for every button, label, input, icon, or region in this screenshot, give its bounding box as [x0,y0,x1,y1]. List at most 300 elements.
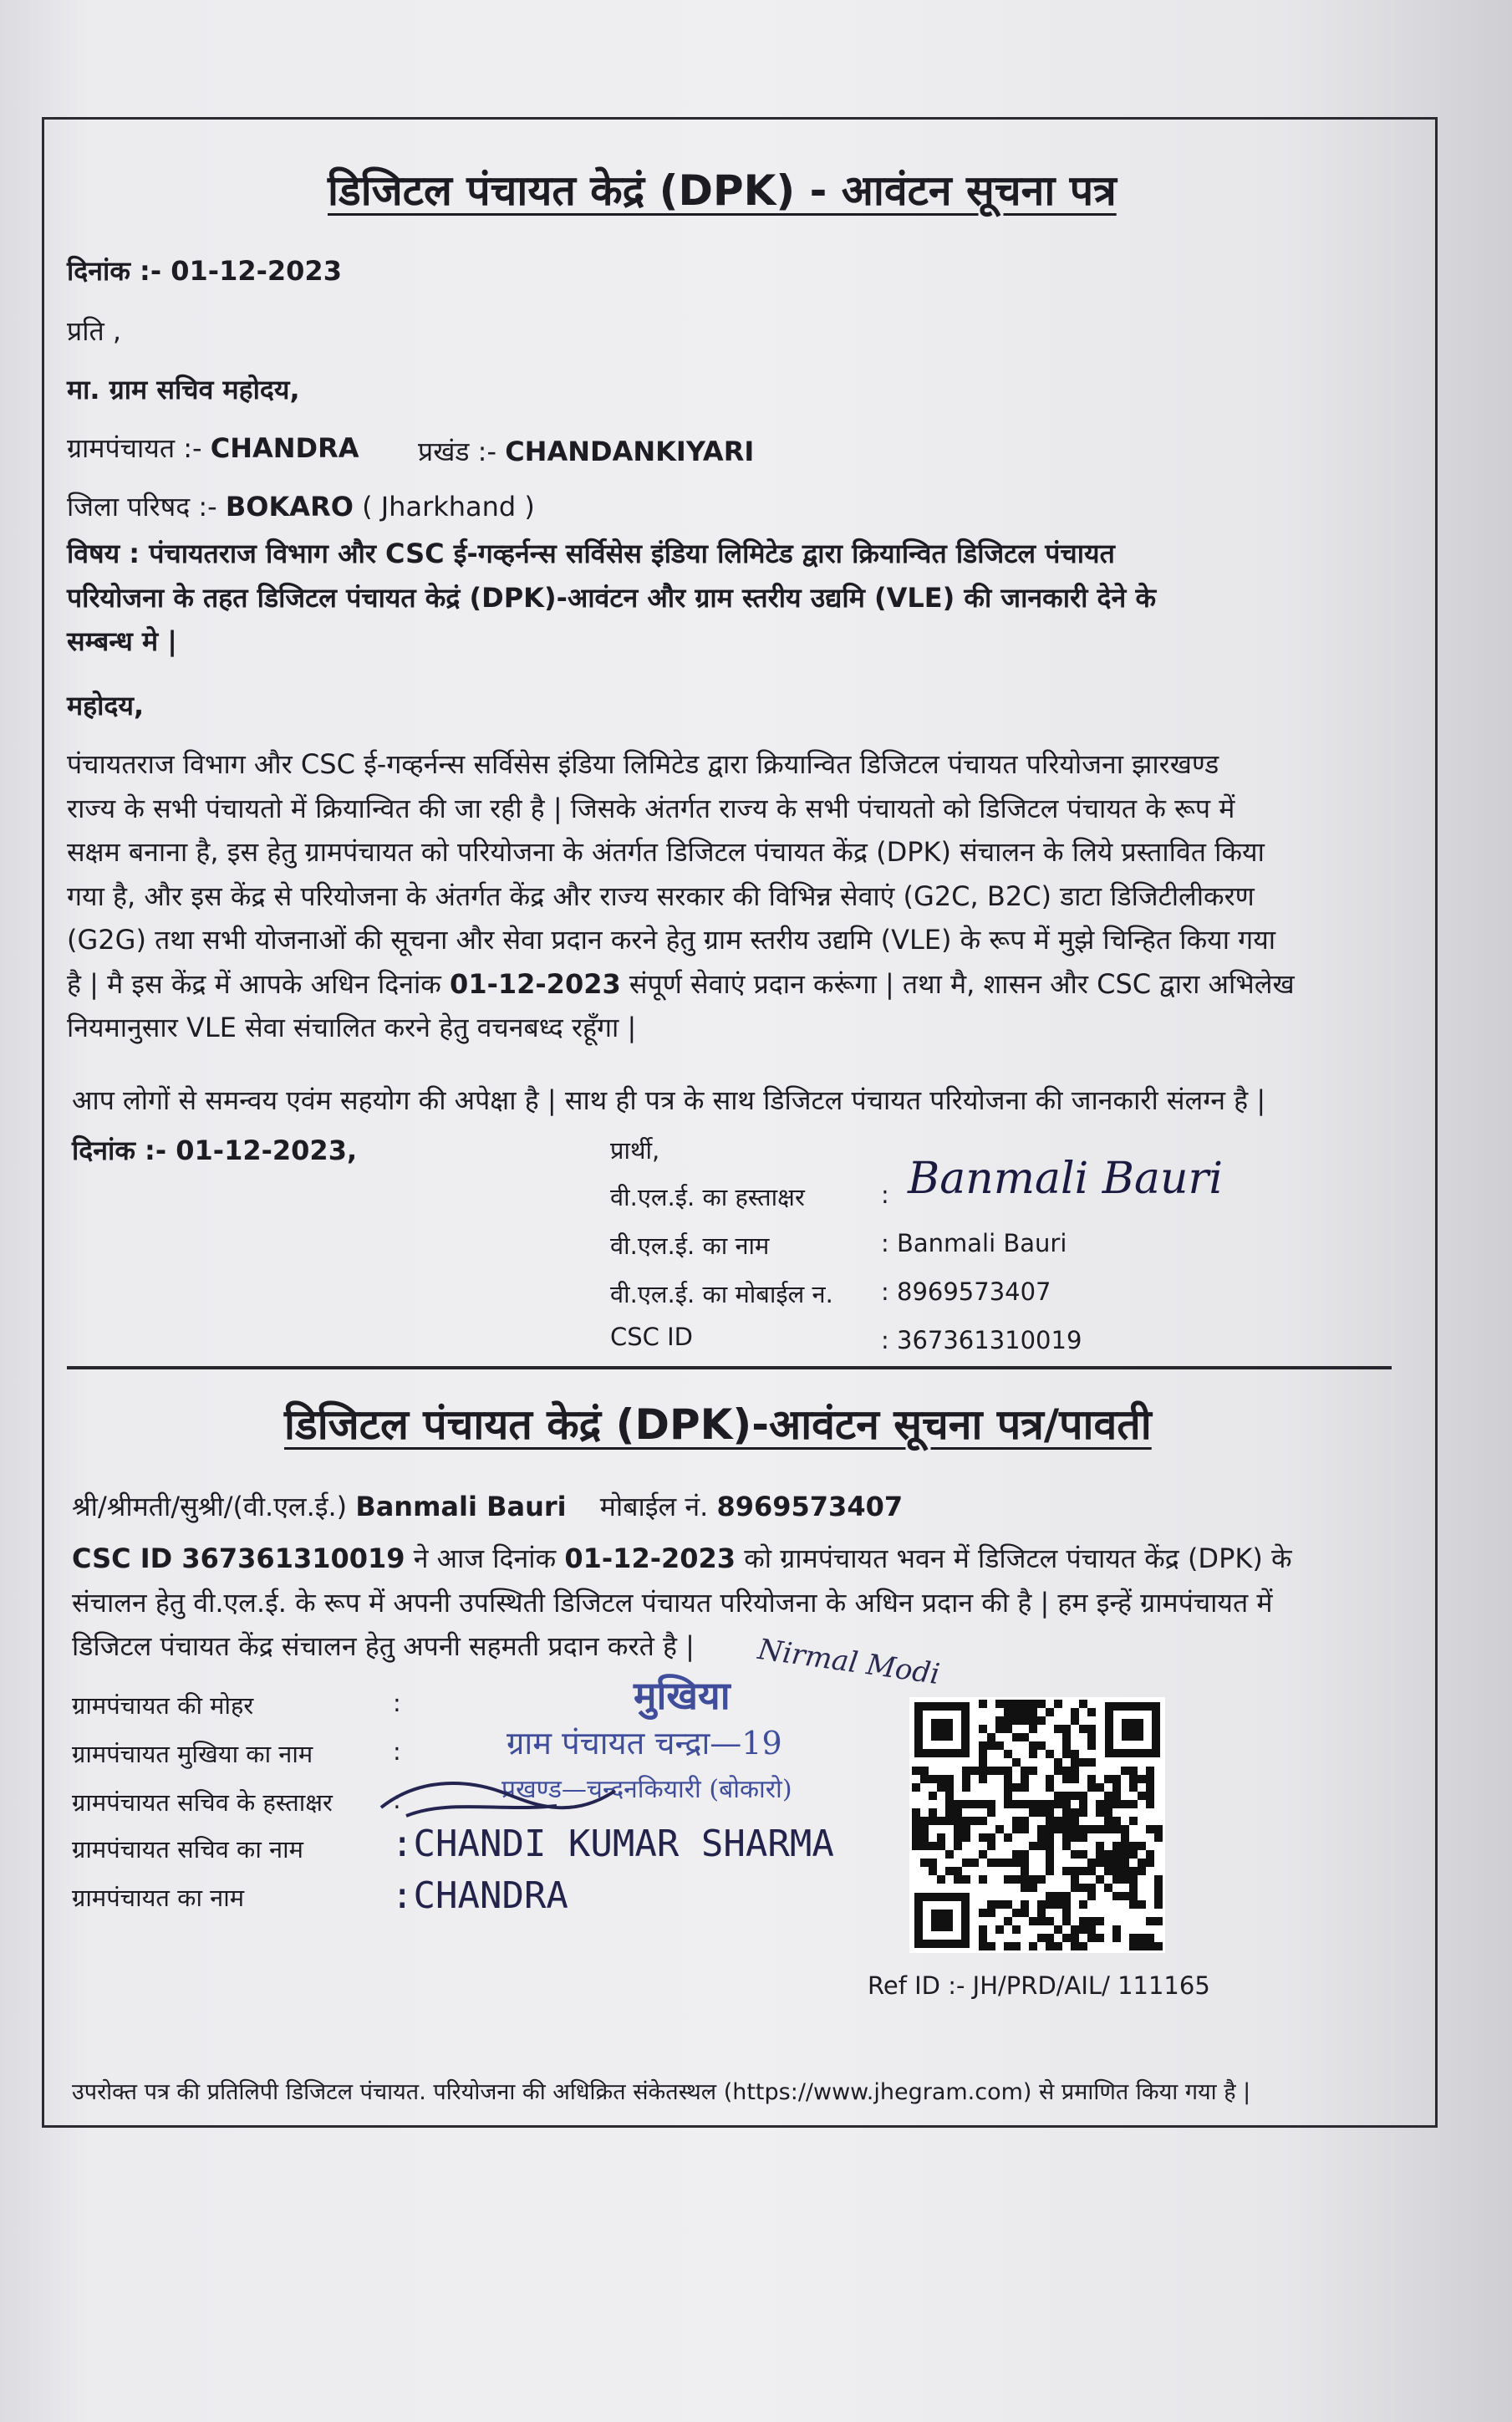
qr-module [962,1800,970,1808]
qr-module [1071,1808,1079,1817]
qr-module [1046,1934,1054,1942]
qr-module [937,1875,945,1884]
field-label-mukhiya-name: ग्रामपंचायत मुखिया का नाम [72,1740,313,1768]
qr-module [962,1817,970,1825]
qr-module [1087,1758,1096,1767]
qr-module [1146,1859,1154,1867]
qr-module [1129,1850,1138,1859]
qr-module [1037,1900,1046,1909]
qr-module [1138,1867,1146,1875]
qr-module [987,1733,995,1741]
qr-module [1087,1917,1096,1925]
qr-module [920,1842,929,1850]
qr-module [1079,1825,1087,1833]
vle-mobile-label: वी.एल.ई. का मोबाईल न. [610,1280,833,1308]
notice-date-value: 01-12-2023 [171,255,342,287]
qr-module [1112,1783,1121,1792]
body-line: राज्य के सभी पंचायतो में क्रियान्वित की जा रही है | जिसके अंतर्गत राज्य के सभी पंचायतो को डिजिटल पंचायत के रूप में [67,792,1235,824]
qr-module [1046,1775,1054,1783]
qr-module [1021,1825,1029,1833]
qr-module [1087,1708,1096,1716]
qr-module [1046,1833,1054,1842]
qr-module [995,1700,1004,1708]
qr-module [920,1833,929,1842]
qr-module [1029,1842,1037,1850]
qr-module [979,1925,987,1934]
receipt-csc: CSC ID 367361310019 [72,1542,405,1574]
qr-module [1104,1775,1112,1783]
qr-module [1046,1825,1054,1833]
qr-module [1096,1808,1104,1817]
field-label-stamp: ग्रामपंचायत की मोहर [72,1691,254,1720]
qr-module [1104,1825,1112,1833]
field-label-gp-name: ग्रामपंचायत का नाम [72,1884,245,1912]
qr-module [929,1792,937,1800]
qr-module [1054,1767,1062,1775]
body-line-part: है | मै इस केंद्र में आपके अधिन दिनांक [67,967,441,1000]
qr-module [1037,1833,1046,1842]
csc-label: CSC ID [610,1323,694,1351]
qr-module [1029,1700,1037,1708]
qr-module [945,1850,954,1859]
qr-module [1071,1716,1079,1725]
qr-module [979,1775,987,1783]
qr-module [1112,1792,1121,1800]
qr-module [1012,1817,1021,1825]
qr-module [1079,1833,1087,1842]
qr-module [954,1808,962,1817]
qr-module [1029,1942,1037,1950]
qr-module [1037,1875,1046,1884]
qr-module [1046,1900,1054,1909]
qr-module [1104,1792,1112,1800]
qr-module [1062,1817,1071,1825]
qr-module [1138,1934,1146,1942]
qr-module [1087,1733,1096,1741]
qr-module [1129,1900,1138,1909]
qr-module [1071,1750,1079,1758]
addressee: मा. ग्राम सचिव महोदय, [67,374,300,405]
qr-module [1096,1859,1104,1867]
qr-module [1062,1775,1071,1783]
qr-module [1129,1892,1138,1900]
qr-module [920,1859,929,1867]
qr-module [1079,1884,1087,1892]
field-label-secretary-sign: ग्रामपंचायत सचिव के हस्ताक्षर [72,1788,333,1817]
body-line: गया है, और इस केंद्र से परियोजना के अंतर्गत केंद्र और राज्य सरकार की विभिन्न सेवाएं (G2C, B2C) डाटा डिजिटीलीकरण [67,880,1255,912]
qr-module [1129,1800,1138,1808]
qr-module [1154,1884,1163,1892]
qr-module [1029,1708,1037,1716]
field-label-secretary-name: ग्रामपंचायत सचिव का नाम [72,1835,303,1864]
field-value-gp-name: :CHANDRA [391,1874,568,1917]
qr-module [1046,1850,1054,1859]
district-line [67,488,535,524]
qr-module [1046,1817,1054,1825]
body-line [67,962,1404,1007]
qr-module [1071,1792,1079,1800]
csc-id-value: : 367361310019 [881,1326,1082,1354]
qr-module [1112,1934,1121,1942]
qr-module [1029,1716,1037,1725]
qr-module [1021,1875,1029,1884]
qr-module [1046,1842,1054,1850]
qr-module [1138,1842,1146,1850]
qr-module [1087,1859,1096,1867]
qr-module [1046,1892,1054,1900]
qr-module [954,1875,962,1884]
qr-module [937,1842,945,1850]
qr-module [1112,1775,1121,1783]
qr-module [1062,1900,1071,1909]
qr-module [962,1825,970,1833]
qr-module [1087,1884,1096,1892]
qr-module [1096,1825,1104,1833]
vle-name-value: : Banmali Bauri [881,1229,1067,1257]
qr-module [1104,1808,1112,1817]
qr-module [1012,1875,1021,1884]
qr-module [1079,1800,1087,1808]
qr-module [1021,1767,1029,1775]
qr-module [1104,1817,1112,1825]
qr-module [1087,1741,1096,1750]
qr-module [1079,1808,1087,1817]
qr-module [1079,1850,1087,1859]
qr-module [912,1842,920,1850]
qr-module [937,1783,945,1792]
qr-module [1154,1825,1163,1833]
qr-module [1012,1909,1021,1917]
qr-module [1096,1850,1104,1859]
qr-module [1046,1808,1054,1817]
qr-module [1012,1942,1021,1950]
qr-module [1062,1909,1071,1917]
footer-note: उपरोक्त पत्र की प्रतिलिपी डिजिटल पंचायत. परियोजना की अधिक्रित संकेतस्थल (https://www.jhegram.com) से प्रमाणित किया गया है | [72,2079,1251,2105]
qr-module [1146,1825,1154,1833]
qr-module [1121,1800,1129,1808]
qr-module [1021,1884,1029,1892]
qr-module [912,1767,920,1775]
qr-module [1029,1884,1037,1892]
qr-module [1087,1825,1096,1833]
qr-module [1096,1783,1104,1792]
qr-module [1037,1808,1046,1817]
qr-module [912,1808,920,1817]
qr-module [1138,1775,1146,1783]
qr-module [1071,1833,1079,1842]
qr-module [1062,1792,1071,1800]
receipt-name: Banmali Bauri [355,1491,567,1522]
qr-module [1046,1917,1054,1925]
qr-module [1012,1716,1021,1725]
qr-module [1138,1792,1146,1800]
qr-module [1054,1892,1062,1900]
qr-module [1029,1917,1037,1925]
qr-module [1029,1725,1037,1733]
receipt-name-line [72,1488,903,1524]
qr-module [1021,1700,1029,1708]
qr-module [962,1859,970,1867]
qr-module [1104,1800,1112,1808]
receipt-mobile: 8969573407 [716,1491,904,1522]
qr-module [987,1767,995,1775]
qr-module [937,1775,945,1783]
qr-code-graphic [909,1697,1165,1953]
body-line: नियमानुसार VLE सेवा संचालित करने हेतु वचनबध्द रहूँगा | [67,1012,637,1043]
qr-module [1004,1800,1012,1808]
block-value: CHANDANKIYARI [505,436,755,467]
qr-module [954,1825,962,1833]
qr-module [1029,1808,1037,1817]
body-line-part: संपूर्ण सेवाएं प्रदान करूंगा | तथा मै, शासन और CSC द्वारा अभिलेख [629,967,1295,1000]
qr-module [1071,1884,1079,1892]
receipt-name-prefix: श्री/श्रीमती/सुश्री/(वी.एल.ई.) [72,1491,348,1522]
qr-module [1004,1783,1012,1792]
qr-module [979,1758,987,1767]
subject-line: परियोजना के तहत डिजिटल पंचायत केद्रं (DPK)-आवंटन और ग्राम स्तरीय उद्यमि (VLE) की जानकारी देने के [67,581,1157,614]
qr-module [912,1833,920,1842]
qr-module [1154,1900,1163,1909]
qr-module [995,1825,1004,1833]
qr-module [1104,1884,1112,1892]
qr-module [1037,1825,1046,1833]
qr-code [909,1697,1165,1953]
qr-module [1021,1716,1029,1725]
qr-module [1037,1700,1046,1708]
qr-module [995,1741,1004,1750]
qr-module [1096,1842,1104,1850]
qr-module [1046,1800,1054,1808]
qr-module [1054,1700,1062,1708]
qr-module [929,1817,937,1825]
qr-module [1046,1783,1054,1792]
qr-module [1062,1892,1071,1900]
notice-title: डिजिटल पंचायत केद्रं (DPK) - आवंटन सूचना पत्र [328,166,1117,215]
vle-mobile-value: : 8969573407 [881,1277,1051,1306]
qr-module [987,1808,995,1817]
qr-module [1029,1875,1037,1884]
qr-module [1004,1716,1012,1725]
footer-date-value: 01-12-2023, [176,1135,358,1166]
qr-module [1012,1859,1021,1867]
field-value-secretary-name: :CHANDI KUMAR SHARMA [391,1823,834,1865]
qr-module [1004,1792,1012,1800]
receipt-mobile-label: मोबाईल नं. [599,1491,709,1522]
qr-module [1087,1892,1096,1900]
qr-module [1071,1850,1079,1859]
qr-module [1071,1925,1079,1934]
qr-module [1104,1867,1112,1875]
qr-module [1004,1917,1012,1925]
secretary-signature [373,1766,624,1833]
qr-module [979,1850,987,1859]
qr-module [987,1909,995,1917]
qr-module [1121,1767,1129,1775]
qr-module [1154,1833,1163,1842]
qr-module [1129,1767,1138,1775]
qr-module [1004,1875,1012,1884]
qr-module [1071,1758,1079,1767]
qr-module [1054,1758,1062,1767]
vle-signature: Banmali Bauri [908,1154,1223,1204]
qr-module [1046,1859,1054,1867]
body-paragraph [67,742,1404,1050]
qr-module [1037,1842,1046,1850]
qr-module [1138,1900,1146,1909]
qr-module [1062,1842,1071,1850]
ref-id: Ref ID :- JH/PRD/AIL/ 111165 [868,1971,1210,2000]
district-label: जिला परिषद :- [67,491,217,523]
qr-module [945,1783,954,1792]
qr-module [1046,1942,1054,1950]
qr-module [979,1725,987,1733]
qr-module [1129,1942,1138,1950]
qr-module [1079,1725,1087,1733]
qr-module [1004,1900,1012,1909]
qr-module [970,1859,979,1867]
qr-module [1021,1800,1029,1808]
qr-module [1112,1892,1121,1900]
qr-module [1037,1934,1046,1942]
body-line: पंचायतराज विभाग और CSC ई-गव्हर्नन्स सर्विसेस इंडिया लिमिटेड द्वारा क्रियान्वित डिजिटल पंचायत परियोजना झारखण्ड [67,748,1219,780]
qr-module [929,1808,937,1817]
qr-module [1129,1775,1138,1783]
notice-date-label: दिनांक :- [67,255,162,287]
qr-module [1154,1875,1163,1884]
to-line: प्रति , [67,315,122,347]
field-value-mukhiya-name: : [393,1737,401,1766]
qr-module [1129,1867,1138,1875]
qr-module [1096,1800,1104,1808]
vle-sign-label: वी.एल.ई. का हस्ताक्षर [610,1183,805,1211]
qr-module [1004,1725,1012,1733]
body-line: सक्षम बनाना है, इस हेतु ग्रामपंचायत को परियोजना के अंतर्गत डिजिटल पंचायत केंद्र (DPK) संचालन के लिये प्रस्तावित किया [67,836,1265,868]
qr-module [945,1792,954,1800]
qr-module [987,1859,995,1867]
qr-module [1071,1708,1079,1716]
qr-module [1079,1925,1087,1934]
qr-module [1079,1900,1087,1909]
qr-module [1012,1800,1021,1808]
qr-module [1054,1800,1062,1808]
qr-module [987,1900,995,1909]
block-line [418,433,754,469]
qr-module [1104,1859,1112,1867]
receipt-date: 01-12-2023 [564,1542,736,1574]
qr-module [1054,1825,1062,1833]
qr-module [1071,1942,1079,1950]
qr-module [1154,1892,1163,1900]
qr-module [1071,1825,1079,1833]
qr-module [995,1716,1004,1725]
qr-module [979,1934,987,1942]
qr-module [1046,1750,1054,1758]
block-label: प्रखंड :- [418,436,497,467]
qr-module [937,1833,945,1842]
qr-module [1004,1708,1012,1716]
qr-module [1087,1934,1096,1942]
qr-module [1146,1934,1154,1942]
qr-module [1054,1925,1062,1934]
qr-module [979,1750,987,1758]
qr-module [1012,1850,1021,1859]
qr-module [920,1817,929,1825]
qr-module [1079,1758,1087,1767]
qr-module [1112,1817,1121,1825]
qr-module [1087,1775,1096,1783]
qr-module [1004,1942,1012,1950]
subject-line: विषय : पंचायतराज विभाग और CSC ई-गव्हर्नन्स सर्विसेस इंडिया लिमिटेड द्वारा क्रियान्वित डिजिटल पंचायत [67,538,1115,569]
qr-module [962,1783,970,1792]
qr-module [1062,1741,1071,1750]
qr-module [1112,1800,1121,1808]
qr-module [1146,1850,1154,1859]
qr-module [979,1875,987,1884]
qr-module [1087,1783,1096,1792]
qr-module [1112,1850,1121,1859]
state-value: ( Jharkhand ) [362,491,535,523]
stamp-handwriting: Nirmal Modi [756,1632,942,1692]
qr-module [979,1741,987,1750]
qr-module [1012,1758,1021,1767]
qr-module [945,1867,954,1875]
qr-module [929,1842,937,1850]
qr-module [1021,1859,1029,1867]
qr-module [970,1817,979,1825]
qr-module [1021,1909,1029,1917]
qr-module [1012,1708,1021,1716]
qr-module [1112,1859,1121,1867]
qr-module [1129,1842,1138,1850]
qr-module [1146,1767,1154,1775]
qr-module [1062,1833,1071,1842]
qr-module [1071,1817,1079,1825]
qr-module [1021,1708,1029,1716]
qr-module [1146,1800,1154,1808]
qr-module [1029,1800,1037,1808]
qr-module [1121,1892,1129,1900]
qr-module [1079,1792,1087,1800]
qr-module [929,1775,937,1783]
qr-module [1054,1942,1062,1950]
qr-module [920,1825,929,1833]
qr-module [1037,1741,1046,1750]
receipt-line-part: ने आज दिनांक [413,1542,557,1574]
qr-module [912,1783,920,1792]
receipt-line: डिजिटल पंचायत केंद्र संचालन हेतु अपनी सहमती प्रदान करते है | [72,1630,695,1662]
qr-module [979,1767,987,1775]
qr-module [1054,1817,1062,1825]
qr-module [1079,1700,1087,1708]
qr-module [1012,1700,1021,1708]
qr-module [1054,1725,1062,1733]
qr-module [1112,1842,1121,1850]
qr-module [1004,1775,1012,1783]
cooperation-line: आप लोगों से समन्वय एवंम सहयोग की अपेक्षा है | साथ ही पत्र के साथ डिजिटल पंचायत परियोजना की जानकारी संलग्न है | [72,1084,1266,1116]
qr-module [1054,1900,1062,1909]
qr-module [979,1942,987,1950]
signature-stroke [381,1783,615,1816]
qr-module [987,1833,995,1842]
vle-name-label: वी.एल.ई. का नाम [610,1231,770,1260]
qr-module [1004,1859,1012,1867]
qr-module [995,1900,1004,1909]
qr-module [962,1833,970,1842]
qr-module [970,1800,979,1808]
qr-module [995,1767,1004,1775]
qr-module [1062,1934,1071,1942]
qr-module [945,1775,954,1783]
